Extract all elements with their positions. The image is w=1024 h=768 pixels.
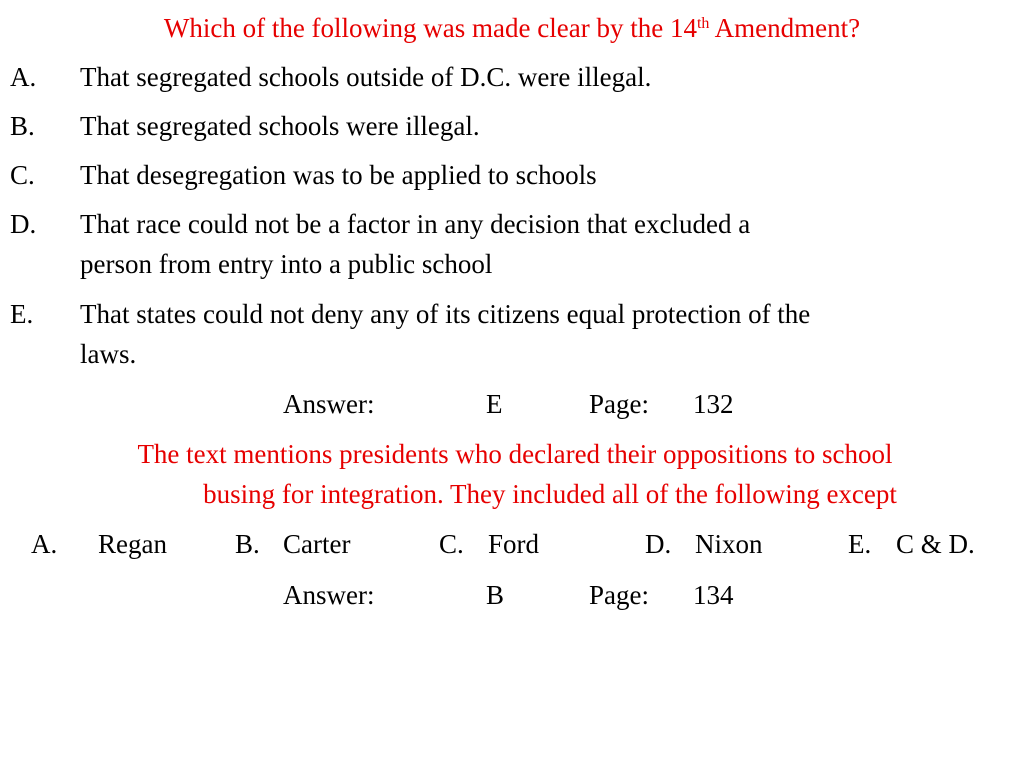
question-1-title-end: Amendment? bbox=[709, 13, 861, 43]
option-text: That segregated schools were illegal. bbox=[80, 111, 480, 141]
option-text: That desegregation was to be applied to schools bbox=[80, 160, 597, 190]
question-1-option-d bbox=[10, 204, 1014, 284]
option-letter: D. bbox=[10, 209, 37, 239]
choice-letter-a: A. bbox=[31, 529, 58, 559]
option-letter: B. bbox=[10, 111, 35, 141]
option-text-line-1: That race could not be a factor in any decision that excluded a bbox=[80, 209, 751, 239]
option-letter: E. bbox=[10, 299, 34, 329]
answer-value: B bbox=[486, 580, 505, 610]
choice-text-a: Regan bbox=[98, 529, 167, 559]
page-value: 134 bbox=[693, 580, 734, 610]
question-1-option-e bbox=[10, 294, 1014, 374]
question-1-answer-row bbox=[0, 384, 1024, 424]
choice-text-d: Nixon bbox=[695, 529, 763, 559]
answer-value: E bbox=[486, 389, 503, 419]
option-letter: C. bbox=[10, 160, 35, 190]
option-text: That segregated schools outside of D.C. were illegal. bbox=[80, 62, 652, 92]
question-1-title bbox=[0, 8, 1024, 48]
option-letter: A. bbox=[10, 62, 37, 92]
question-2-text bbox=[30, 434, 1000, 514]
page-label: Page: bbox=[589, 389, 649, 419]
option-text-line-1: That states could not deny any of its citizens equal protection of the bbox=[80, 299, 811, 329]
choice-text-c: Ford bbox=[488, 529, 540, 559]
choice-letter-e: E. bbox=[848, 529, 872, 559]
option-text-line-2: laws. bbox=[80, 339, 137, 369]
option-text-line-2: person from entry into a public school bbox=[80, 249, 493, 279]
question-1-option-a bbox=[10, 57, 1014, 97]
choice-letter-d: D. bbox=[645, 529, 672, 559]
choice-letter-c: C. bbox=[439, 529, 464, 559]
question-2-choices bbox=[0, 524, 1024, 564]
choice-letter-b: B. bbox=[235, 529, 260, 559]
answer-label: Answer: bbox=[283, 389, 375, 419]
question-1-option-c bbox=[10, 155, 1014, 195]
answer-label: Answer: bbox=[283, 580, 375, 610]
question-2-line-1: The text mentions presidents who declared their oppositions to school bbox=[137, 439, 893, 469]
question-1-title-superscript: th bbox=[696, 15, 710, 32]
page-label: Page: bbox=[589, 580, 649, 610]
question-2-line-2: busing for integration. They included all of the following except bbox=[203, 479, 897, 509]
choice-text-b: Carter bbox=[283, 529, 351, 559]
page-value: 132 bbox=[693, 389, 734, 419]
question-1-title-text: Which of the following was made clear by the 14 bbox=[163, 13, 697, 43]
question-1-option-b bbox=[10, 106, 1014, 146]
choice-text-e: C & D. bbox=[896, 529, 975, 559]
question-2-answer-row bbox=[0, 575, 1024, 615]
